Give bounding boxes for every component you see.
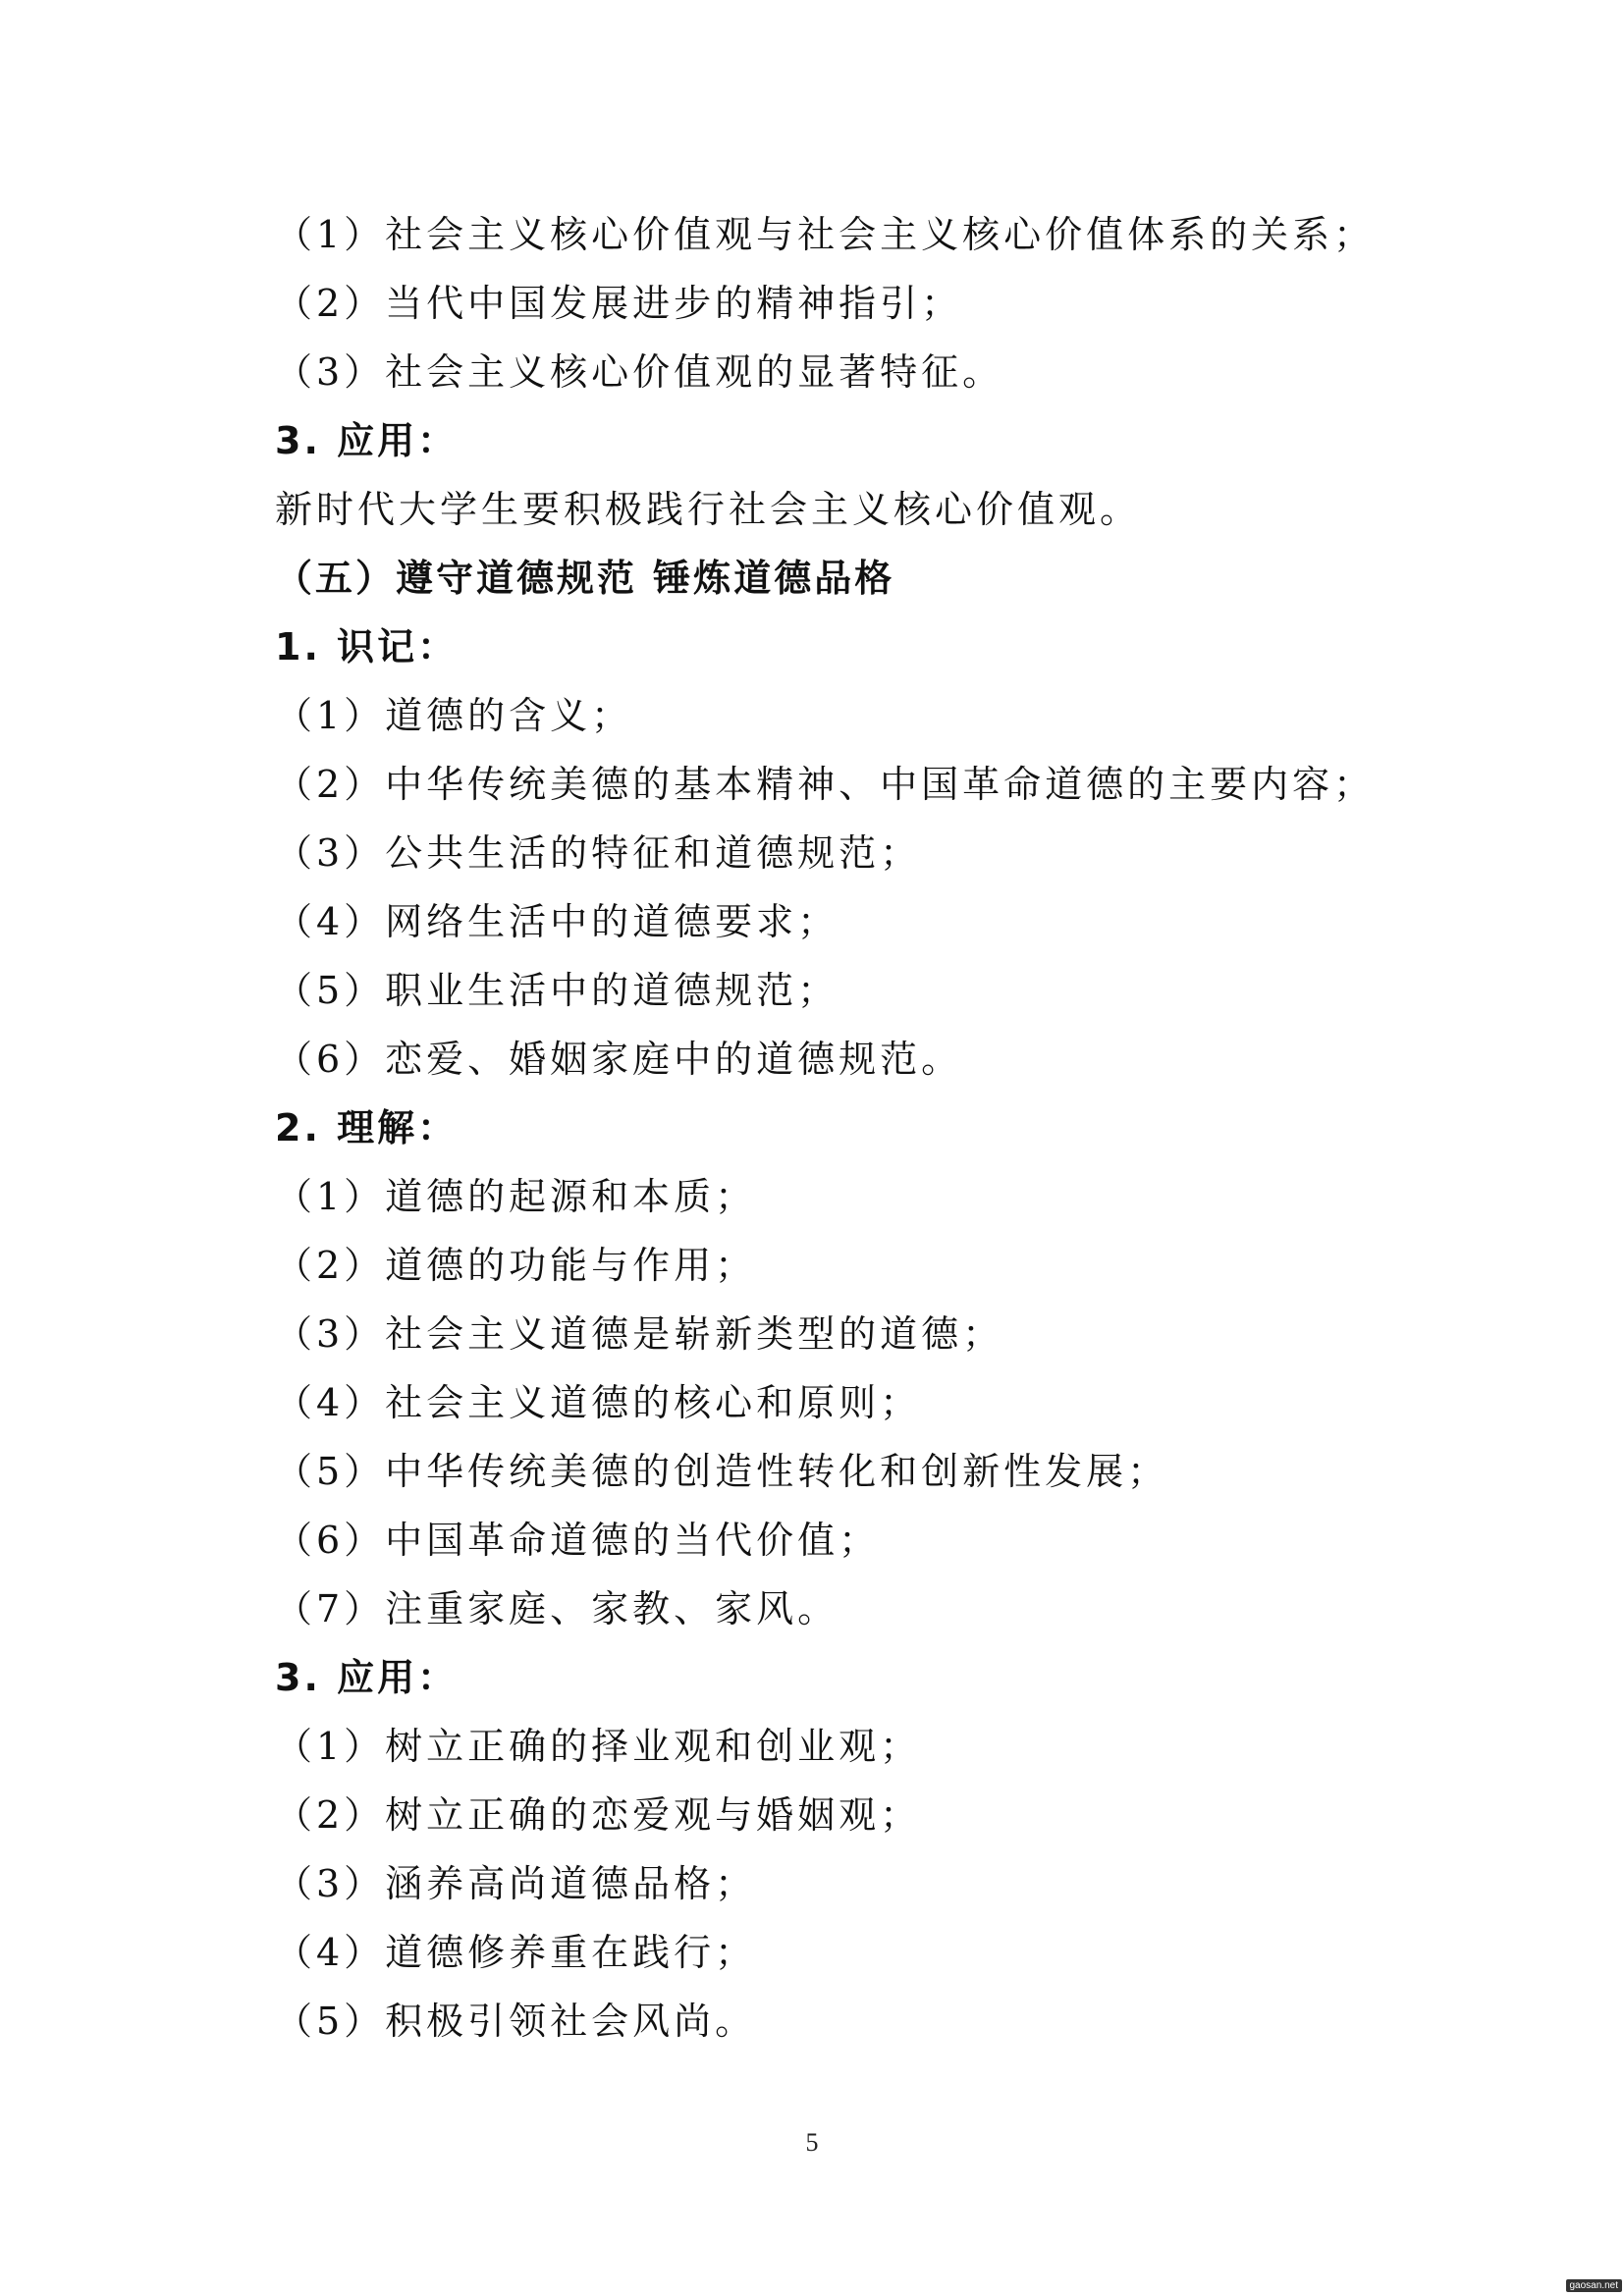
page-number: 5 [805,2128,819,2157]
list-item: （2）道德的功能与作用； [275,1244,757,1287]
list-item: （3）社会主义道德是崭新类型的道德； [275,1312,1004,1356]
subheading-line: 3. 应用： [275,1656,459,1699]
list-item: （4）社会主义道德的核心和原则； [275,1381,922,1424]
list-item: （4）网络生活中的道德要求； [275,900,839,943]
subheading-line: 3. 应用： [275,419,459,462]
subheading-line: 2. 理解： [275,1106,459,1149]
list-item: （1）社会主义核心价值观与社会主义核心价值体系的关系； [275,213,1376,256]
list-item: （3）涵养高尚道德品格； [275,1862,757,1905]
list-item: （7）注重家庭、家教、家风。 [275,1587,839,1630]
watermark-logo: gaosan.net [1566,2279,1623,2292]
list-item: （2）中华传统美德的基本精神、中国革命道德的主要内容； [275,763,1376,806]
list-item: （5）中华传统美德的创造性转化和创新性发展； [275,1450,1169,1493]
list-item: （1）树立正确的择业观和创业观； [275,1725,922,1768]
list-item: （2）树立正确的恋爱观与婚姻观； [275,1793,922,1837]
list-item: （5）职业生活中的道德规范； [275,969,839,1012]
paragraph-line: 新时代大学生要积极践行社会主义核心价值观。 [275,488,1142,531]
subheading-line: 1. 识记： [275,625,459,668]
list-item: （5）积极引领社会风尚。 [275,2000,757,2043]
list-item: （6）恋爱、婚姻家庭中的道德规范。 [275,1038,963,1081]
list-item: （6）中国革命道德的当代价值； [275,1519,881,1562]
list-item: （1）道德的含义； [275,694,633,737]
list-item: （1）道德的起源和本质； [275,1175,757,1218]
list-item: （3）公共生活的特征和道德规范； [275,831,922,875]
list-item: （2）当代中国发展进步的精神指引； [275,282,963,325]
list-item: （4）道德修养重在践行； [275,1931,757,1974]
list-item: （3）社会主义核心价值观的显著特征。 [275,350,1004,394]
section-heading: （五）遵守道德规范 锤炼道德品格 [275,557,895,600]
